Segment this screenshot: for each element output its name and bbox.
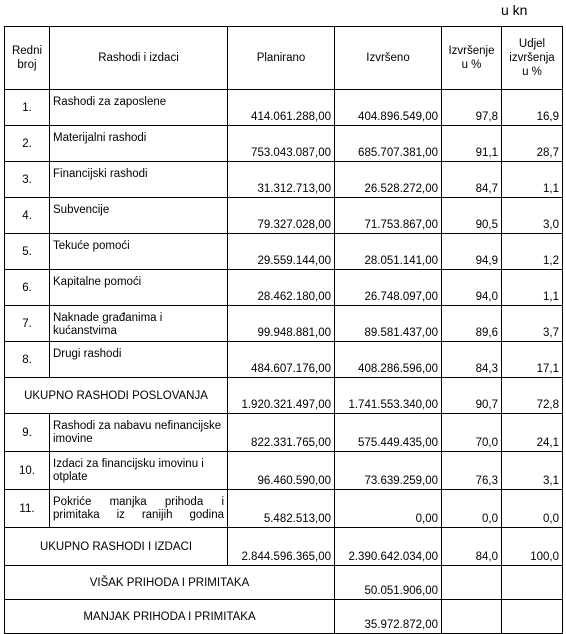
- row-share: 24,1: [502, 414, 563, 452]
- row-share: 1,2: [502, 234, 563, 270]
- row-number: 4.: [5, 198, 50, 234]
- row-share: 1,1: [502, 162, 563, 198]
- header-name: Rashodi i izdaci: [50, 27, 228, 90]
- row-pct: 94,9: [442, 234, 502, 270]
- row-pct: 89,6: [442, 306, 502, 342]
- row-pct: 91,1: [442, 126, 502, 162]
- header-executed: Izvršeno: [335, 27, 442, 90]
- table-row: [5, 452, 563, 490]
- deficit-row-label: MANJAK PRIHODA I PRIMITAKA: [5, 600, 335, 634]
- table-row: [5, 270, 563, 306]
- row-planned: 29.559.144,00: [228, 234, 335, 270]
- row-pct: 0,0: [442, 490, 502, 528]
- header-pct: Izvršenje u %: [442, 27, 502, 90]
- row-number: 6.: [5, 270, 50, 306]
- row-number: 1.: [5, 90, 50, 126]
- row-share: 1,1: [502, 270, 563, 306]
- row-planned: 79.327.028,00: [228, 198, 335, 234]
- row-executed: 404.896.549,00: [335, 90, 442, 126]
- total-row-share: 100,0: [502, 528, 563, 566]
- row-share: 3,0: [502, 198, 563, 234]
- deficit-row: [5, 600, 563, 634]
- row-planned: 28.462.180,00: [228, 270, 335, 306]
- row-planned: 31.312.713,00: [228, 162, 335, 198]
- row-number: 5.: [5, 234, 50, 270]
- header-share: Udjel izvršenja u %: [502, 27, 563, 90]
- row-executed: 28.051.141,00: [335, 234, 442, 270]
- row-executed: 26.528.272,00: [335, 162, 442, 198]
- row-planned: 753.043.087,00: [228, 126, 335, 162]
- row-pct: 97,8: [442, 90, 502, 126]
- header-planned: Planirano: [228, 27, 335, 90]
- row-planned: 484.607.176,00: [228, 342, 335, 378]
- total-row-label: UKUPNO RASHODI I IZDACI: [5, 528, 228, 566]
- table-row: [5, 414, 563, 452]
- row-number: 9.: [5, 414, 50, 452]
- table-body: [5, 90, 563, 634]
- row-pct: 90,5: [442, 198, 502, 234]
- table-row: [5, 90, 563, 126]
- row-name: Subvencije: [50, 198, 228, 234]
- table-row: [5, 162, 563, 198]
- total-row-pct: 84,0: [442, 528, 502, 566]
- row-executed: 26.748.097,00: [335, 270, 442, 306]
- row-pct: 70,0: [442, 414, 502, 452]
- surplus-row-label: VIŠAK PRIHODA I PRIMITAKA: [5, 566, 335, 600]
- table-row: [5, 234, 563, 270]
- table-row: [5, 126, 563, 162]
- row-name: Naknade građanima i kućanstvima: [50, 306, 228, 342]
- row-number: 3.: [5, 162, 50, 198]
- row-name: Materijalni rashodi: [50, 126, 228, 162]
- row-pct: 76,3: [442, 452, 502, 490]
- row-share: 0,0: [502, 490, 563, 528]
- row-executed: 0,00: [335, 490, 442, 528]
- row-planned: 822.331.765,00: [228, 414, 335, 452]
- row-number: 8.: [5, 342, 50, 378]
- row-pct: 94,0: [442, 270, 502, 306]
- row-share: 28,7: [502, 126, 563, 162]
- row-name: Pokriće manjka prihoda i primitaka iz ranijih godina: [50, 490, 228, 528]
- table-row: [5, 306, 563, 342]
- subtotal-row-share: 72,8: [502, 378, 563, 414]
- subtotal-row-pct: 90,7: [442, 378, 502, 414]
- surplus-row-empty-pct: [442, 566, 502, 600]
- row-executed: 71.753.867,00: [335, 198, 442, 234]
- row-share: 17,1: [502, 342, 563, 378]
- row-executed: 685.707.381,00: [335, 126, 442, 162]
- row-name: Rashodi za zaposlene: [50, 90, 228, 126]
- row-number: 2.: [5, 126, 50, 162]
- row-planned: 99.948.881,00: [228, 306, 335, 342]
- header-row: [5, 27, 563, 90]
- row-name: Kapitalne pomoći: [50, 270, 228, 306]
- surplus-row-empty-share: [502, 566, 563, 600]
- row-share: 3,7: [502, 306, 563, 342]
- row-name: Drugi rashodi: [50, 342, 228, 378]
- unit-label: u kn: [501, 2, 528, 18]
- deficit-row-empty-pct: [442, 600, 502, 634]
- row-planned: 414.061.288,00: [228, 90, 335, 126]
- row-executed: 575.449.435,00: [335, 414, 442, 452]
- row-executed: 408.286.596,00: [335, 342, 442, 378]
- subtotal-row-executed: 1.741.553.340,00: [335, 378, 442, 414]
- row-executed: 89.581.437,00: [335, 306, 442, 342]
- row-number: 7.: [5, 306, 50, 342]
- row-share: 3,1: [502, 452, 563, 490]
- deficit-row-empty-share: [502, 600, 563, 634]
- row-executed: 73.639.259,00: [335, 452, 442, 490]
- surplus-row-executed: 50.051.906,00: [335, 566, 442, 600]
- row-name: Tekuće pomoći: [50, 234, 228, 270]
- total-row: [5, 528, 563, 566]
- row-number: 10.: [5, 452, 50, 490]
- row-name: Izdaci za financijsku imovinu i otplate: [50, 452, 228, 490]
- row-planned: 96.460.590,00: [228, 452, 335, 490]
- row-planned: 5.482.513,00: [228, 490, 335, 528]
- surplus-row: [5, 566, 563, 600]
- table-row: [5, 342, 563, 378]
- row-pct: 84,7: [442, 162, 502, 198]
- subtotal-row-label: UKUPNO RASHODI POSLOVANJA: [5, 378, 228, 414]
- row-share: 16,9: [502, 90, 563, 126]
- subtotal-row: [5, 378, 563, 414]
- row-pct: 84,3: [442, 342, 502, 378]
- total-row-planned: 2.844.596.365,00: [228, 528, 335, 566]
- row-name: Financijski rashodi: [50, 162, 228, 198]
- table-row: [5, 198, 563, 234]
- row-number: 11.: [5, 490, 50, 528]
- expenditure-table: [4, 26, 563, 634]
- row-name: Rashodi za nabavu nefinancijske imovine: [50, 414, 228, 452]
- table-row: [5, 490, 563, 528]
- subtotal-row-planned: 1.920.321.497,00: [228, 378, 335, 414]
- total-row-executed: 2.390.642.034,00: [335, 528, 442, 566]
- deficit-row-executed: 35.972.872,00: [335, 600, 442, 634]
- header-no: Redni broj: [5, 27, 50, 90]
